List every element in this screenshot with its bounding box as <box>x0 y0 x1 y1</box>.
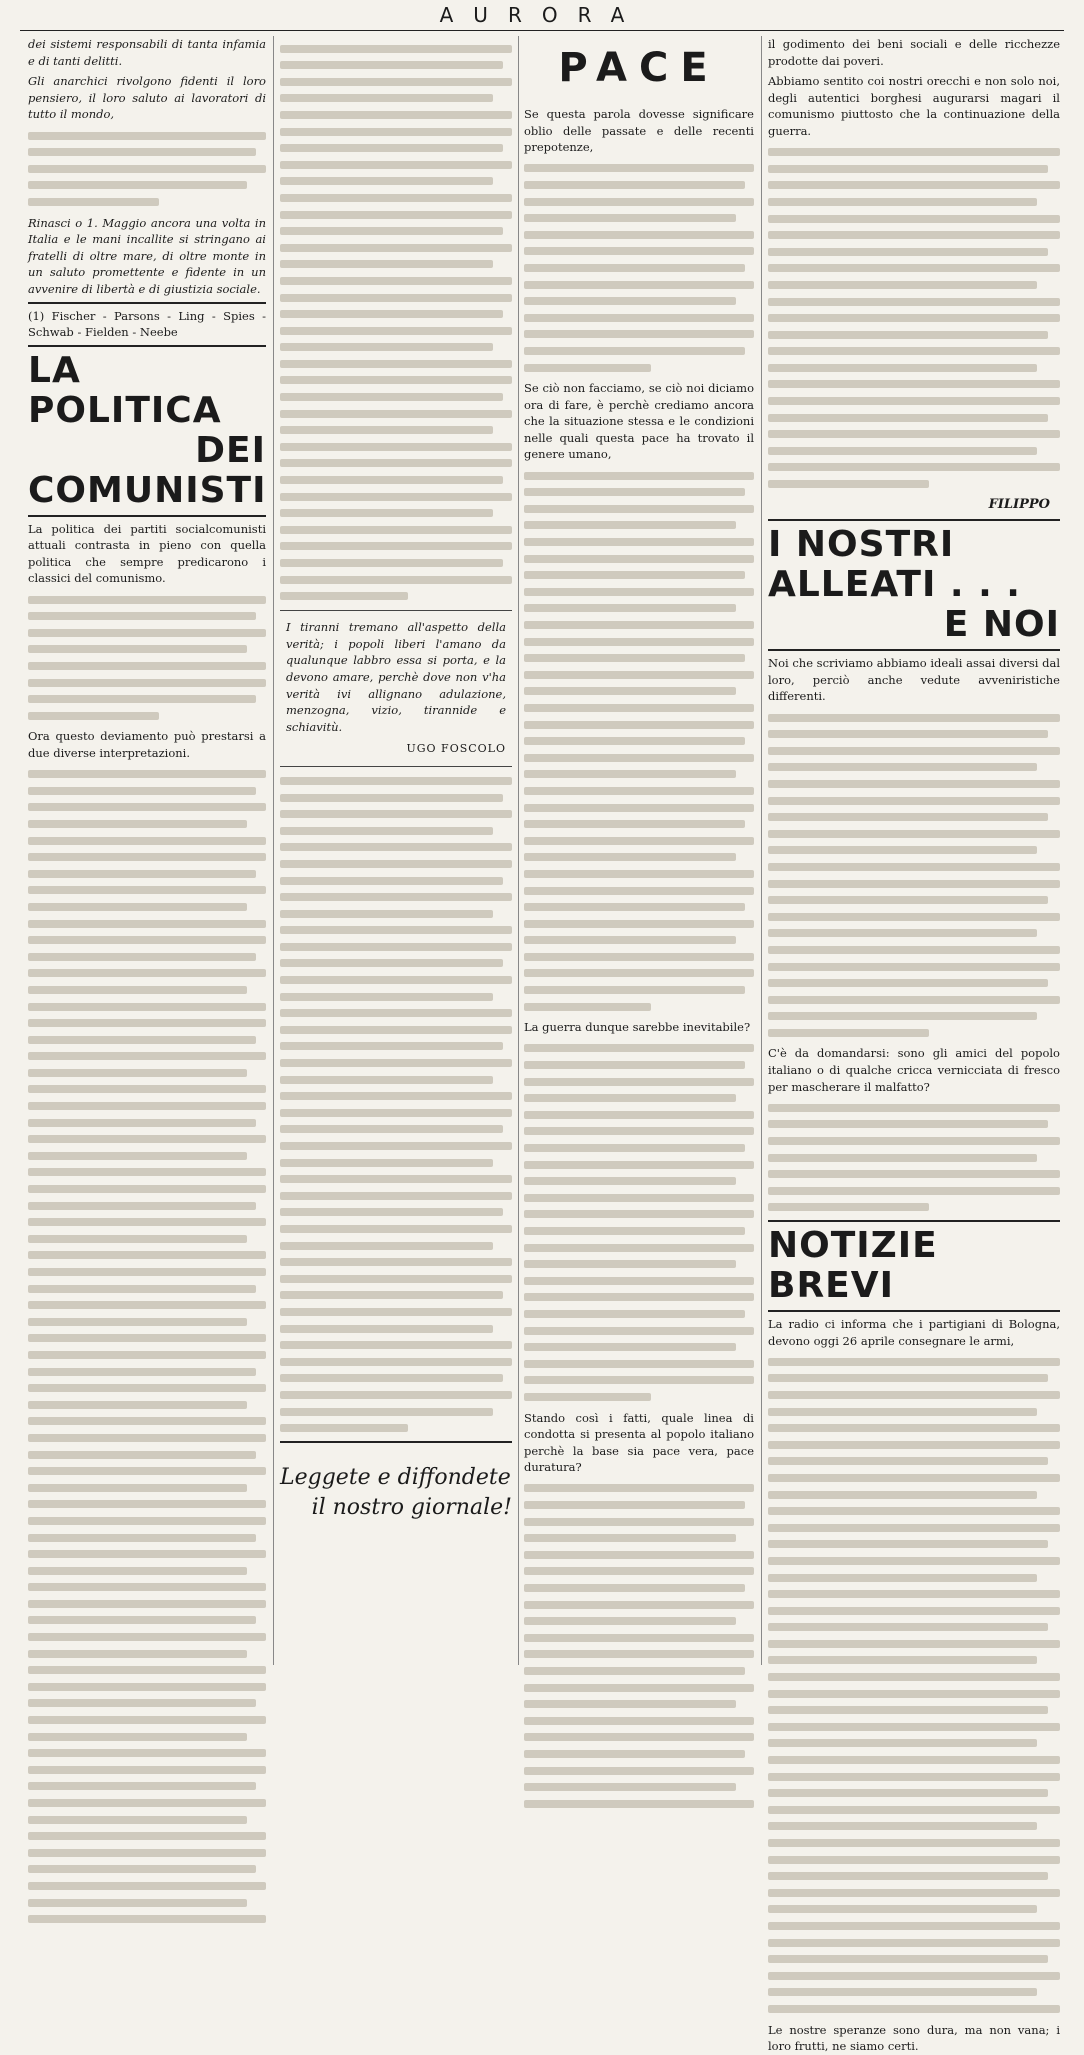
column-divider <box>518 36 519 1665</box>
headline-line-2: E NOI <box>943 604 1060 646</box>
article-paragraph: Se questa parola dovesse significare oblio delle passate e delle recenti prepotenze, <box>524 107 754 155</box>
article-paragraph: Se ciò non facciamo, se ciò noi diciamo ora di fare, è perchè crediamo ancora che la situazione stessa e le condizioni nelle quali questa pace ha trovato il genere umano, <box>524 381 754 462</box>
article-headline <box>768 525 1060 645</box>
illegible-text <box>28 770 266 1923</box>
column-3 <box>524 36 754 1665</box>
intro-text-paragraph: Gli anarchici rivolgono fidenti il loro pensiero, il loro saluto ai lavoratori di tutto il mondo, <box>28 74 266 122</box>
column-divider <box>273 36 274 1665</box>
article-paragraph: C'è da domandarsi: sono gli amici del popolo italiano o di qualche cricca vernicciata di fresco per mascherare il malfatto? <box>768 1046 1060 1094</box>
intro-closing-paragraph: Rinasci o 1. Maggio ancora una volta in Italia e le mani incallite si stringano ai fratelli di oltre mare, di oltre monte in un saluto promettente e fidente in un avvenire di libertà e di giustizia sociale. <box>28 215 266 296</box>
illegible-text <box>524 472 754 1011</box>
quote-text: I tiranni tremano all'aspetto della verità; i popoli liberi l'amano da qualunque labbro essa si porta, e la devono amare, perchè dove non v'ha verità ivi allignano adulazione, menzogna, vizio, tirannide e schiavitù. <box>286 620 506 734</box>
divider <box>28 345 266 347</box>
quote-author: UGO FOSCOLO <box>406 742 506 756</box>
article-paragraph: il godimento dei beni sociali e delle ricchezze prodotte dai poveri. <box>768 37 1060 68</box>
divider <box>28 515 266 517</box>
article-paragraph: La politica dei partiti socialcomunisti attuali contrasta in pieno con quella politica che sempre predicarono i classici del comunismo. <box>28 521 266 586</box>
illegible-text <box>768 714 1060 1037</box>
article-headline <box>28 351 266 511</box>
footnote: (1) Fischer - Parsons - Ling - Spies - Schwab - Fielden - Neebe <box>28 308 266 340</box>
illegible-text <box>768 148 1060 488</box>
article-paragraph: La radio ci informa che i partigiani di Bologna, devono oggi 26 aprile consegnare le armi, <box>768 1317 1060 1348</box>
article-paragraph: Abbiamo sentito coi nostri orecchi e non solo noi, degli autentici borghesi augurarsi magari il comunismo piuttosto che la continuazione della guerra. <box>768 74 1060 138</box>
illegible-text <box>768 1104 1060 1212</box>
article-paragraph: Noi che scriviamo abbiamo ideali assai diversi dal loro, perciò anche vedute avveniristiche differenti. <box>768 656 1060 704</box>
illegible-text <box>280 45 512 601</box>
quote-box <box>280 610 512 767</box>
article-paragraph: Ora questo deviamento può prestarsi a due diverse interpretazioni. <box>28 729 266 760</box>
slogan-line-1: Leggete e diffondete <box>280 1464 511 1490</box>
divider <box>280 1441 512 1443</box>
column-2 <box>280 36 512 1665</box>
illegible-text <box>280 777 512 1432</box>
illegible-text <box>524 164 754 371</box>
divider <box>768 1220 1060 1222</box>
masthead: AURORA <box>439 3 645 27</box>
article-signature: FILIPPO <box>988 496 1050 512</box>
slogan <box>280 1463 512 1523</box>
article-headline: NOTIZIE BREVI <box>768 1225 938 1306</box>
headline-line-1: I NOSTRI ALLEATI . . . <box>768 524 1021 606</box>
article-paragraph: Stando così i fatti, quale linea di condotta si presenta al popolo italiano perchè la base sia pace vera, pace duratura? <box>524 1410 754 1475</box>
illegible-text <box>28 596 266 720</box>
divider <box>28 302 266 304</box>
divider <box>768 1310 1060 1312</box>
column-4 <box>768 36 1060 2054</box>
article-paragraph: La guerra dunque sarebbe inevitabile? <box>524 1020 751 1035</box>
illegible-text <box>768 1358 1060 2013</box>
illegible-text <box>28 132 266 206</box>
headline-line-1: LA POLITICA <box>28 349 222 431</box>
column-divider <box>761 36 762 1665</box>
column-1 <box>28 36 266 1665</box>
slogan-line-2: il nostro giornale! <box>311 1494 512 1520</box>
illegible-text <box>524 1484 754 1807</box>
masthead-rule <box>20 30 1064 31</box>
illegible-text <box>524 1044 754 1400</box>
article-paragraph: Le nostre speranze sono dura, ma non vana; i loro frutti, ne siamo certi. <box>768 2022 1060 2054</box>
article-headline: PACE <box>558 45 720 91</box>
divider <box>768 519 1060 521</box>
intro-text-end: dei sistemi responsabili di tanta infamia e di tanti delitti. <box>28 37 266 68</box>
divider <box>768 649 1060 651</box>
headline-line-2: DEI COMUNISTI <box>28 429 267 511</box>
